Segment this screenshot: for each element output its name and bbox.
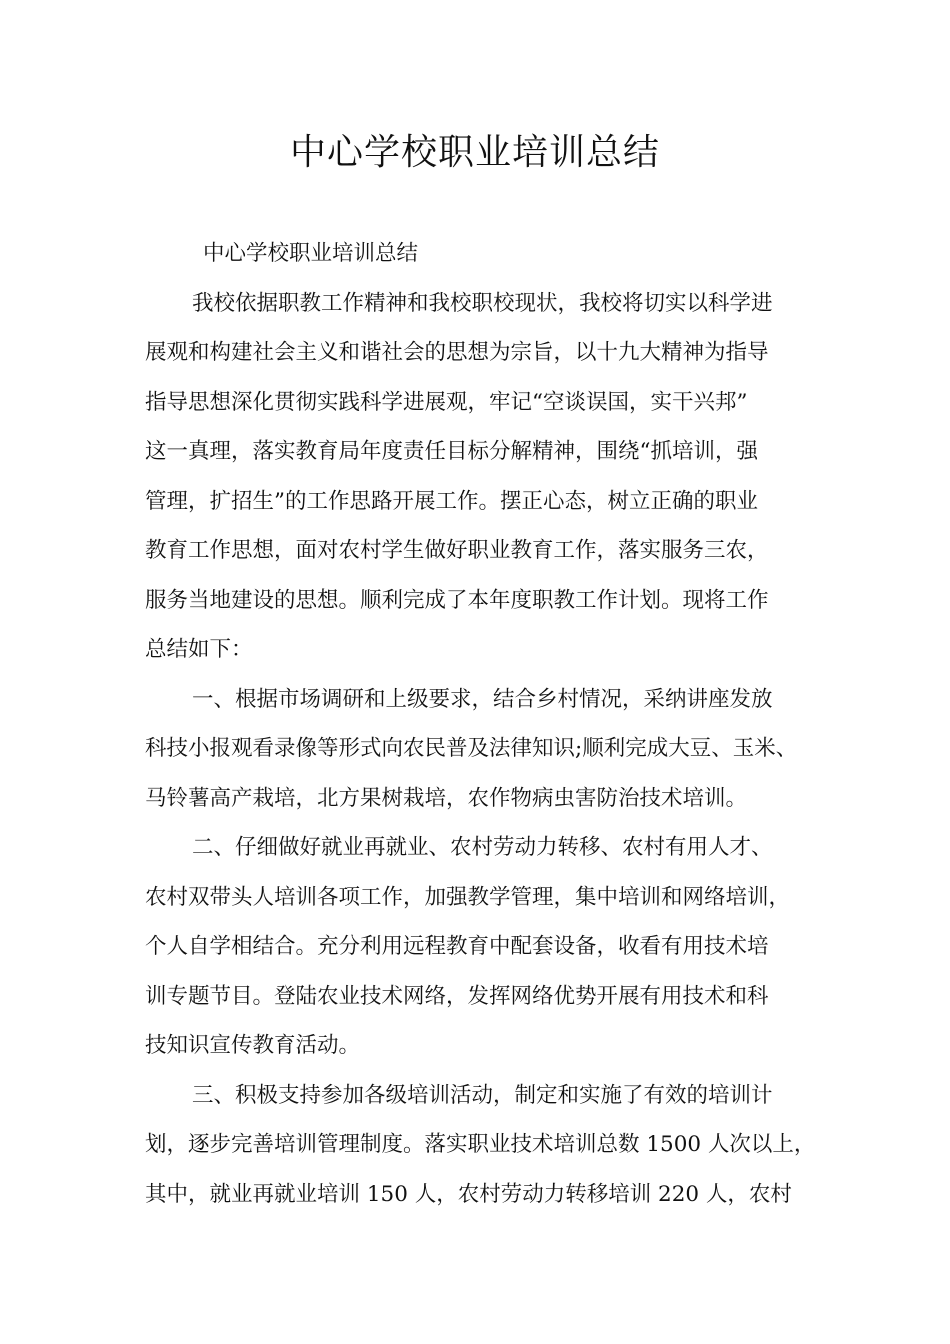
paragraph-line: 展观和构建社会主义和谐社会的思想为宗旨，以十九大精神为指导 [145, 340, 769, 365]
paragraph-line: 总结如下： [145, 637, 253, 662]
paragraph-line: 指导思想深化贯彻实践科学进展观，牢记“空谈误国，实干兴邦” [145, 389, 748, 415]
paragraph-line: 我校依据职教工作精神和我校职校现状，我校将切实以科学进 [192, 290, 773, 316]
document-body [145, 229, 835, 1219]
document-subtitle: 中心学校职业培训总结 [203, 241, 419, 266]
paragraph-line: 教育工作思想，面对农村学生做好职业教育工作，落实服务三农， [145, 538, 769, 563]
paragraph-line: 技知识宣传教育活动。 [145, 1033, 361, 1058]
paragraph-line: 这一真理，落实教育局年度责任目标分解精神，围绕“抓培训，强 [145, 439, 758, 464]
paragraph-line: 管理，扩招生”的工作思路开展工作。摆正心态，树立正确的职业 [145, 488, 758, 514]
paragraph-line: 马铃薯高产栽培，北方果树栽培，农作物病虫害防治技术培训。 [145, 785, 748, 811]
paragraph-line: 一、根据市场调研和上级要求，结合乡村情况，采纳讲座发放 [192, 686, 773, 712]
paragraph-line: 划，逐步完善培训管理制度。落实职业技术培训总数 1500 人次以上， [145, 1132, 816, 1157]
paragraph-line: 其中，就业再就业培训 150 人，农村劳动力转移培训 220 人，农村 [145, 1181, 792, 1207]
paragraph-line: 三、积极支持参加各级培训活动，制定和实施了有效的培训计 [192, 1082, 773, 1108]
paragraph-line: 二、仔细做好就业再就业、农村劳动力转移、农村有用人才、 [192, 835, 773, 860]
paragraph-line: 训专题节目。登陆农业技术网络，发挥网络优势开展有用技术和科 [145, 983, 769, 1009]
paragraph-line: 科技小报观看录像等形式向农民普及法律知识;顺利完成大豆、玉米、 [145, 736, 798, 761]
paragraph-line: 个人自学相结合。充分利用远程教育中配套设备，收看有用技术培 [145, 934, 769, 959]
paragraph-line: 农村双带头人培训各项工作，加强教学管理，集中培训和网络培训， [145, 884, 791, 910]
document-title: 中心学校职业培训总结 [289, 132, 660, 173]
paragraph-line: 服务当地建设的思想。顺利完成了本年度职教工作计划。现将工作 [145, 587, 769, 613]
